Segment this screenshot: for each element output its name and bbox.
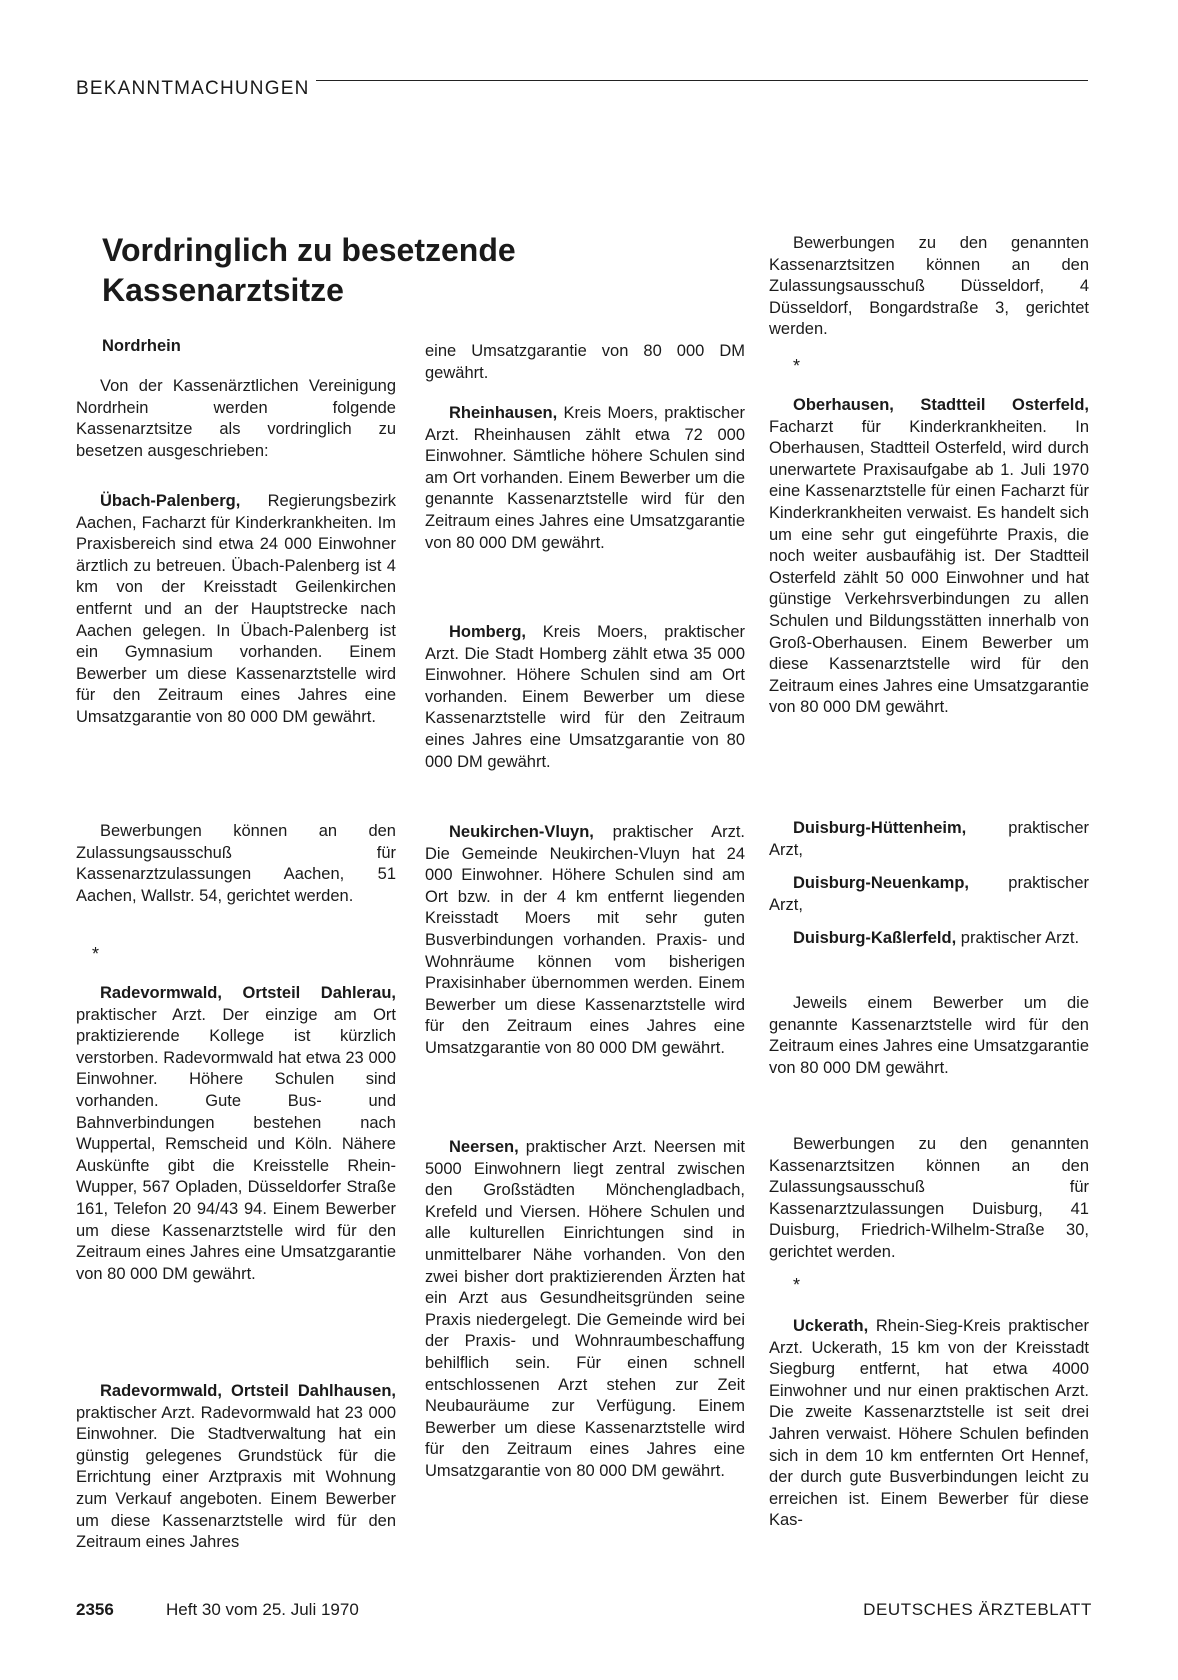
entry-heading: Rheinhausen, xyxy=(449,404,558,422)
entry-heading: Duisburg-Neuenkamp, xyxy=(793,874,970,892)
entry-heading: Übach-Palenberg, xyxy=(100,492,241,510)
section-label: BEKANNTMACHUNGEN xyxy=(76,78,316,100)
separator-star: * xyxy=(793,1275,801,1295)
entry-text: Rhein-Sieg-Kreis praktischer Arzt. Uckerath, 15 km von der Kreisstadt Siegburg entfernt, hat etwa 4000 Einwohner und nur einen praktischen Arzt. Die zweite Kassenarztstelle ist seit drei Jahren verwaist. Höhere Schulen befinden sich in dem 10 km entfernten Ort Hennef, der durch gute Busverbindungen leicht zu erreichen ist. Einem Bewerber für diese Kas- xyxy=(769,1317,1089,1530)
entry-text: praktischer Arzt. xyxy=(956,929,1080,947)
entry-text: praktischer Arzt. Die Gemeinde Neukirchen-Vluyn hat 24 000 Einwohner. Höhere Schulen sind am Ort bzw. in der 4 km entfernt liegenden Kreisstadt Moers mit sehr guten Busverbindungen vorhanden. Praxis- und Wohnräume können vom bisherigen Praxisinhaber übernommen werden. Einem Bewerber um diese Kassenarztstelle wird für den Zeitraum eines Jahres eine Umsatzgarantie von 80 000 DM gewährt. xyxy=(425,823,745,1057)
separator-star: * xyxy=(92,944,100,964)
page-number: 2356 xyxy=(76,1600,114,1619)
continuation-text: eine Umsatzgarantie von 80 000 DM gewährt. xyxy=(425,342,745,382)
entry-uckerath xyxy=(769,1316,1089,1532)
entry-text: praktischer Arzt. Der einzige am Ort praktizierende Kollege ist kürzlich verstorben. Radevormwald hat etwa 23 000 Einwohner. Höhere Schulen sind vorhanden. Gute Bus- und Bahnverbindungen bestehen nach Wuppertal, Remscheid und Köln. Nähere Auskünfte gibt die Kreisstelle Rhein-Wupper, 567 Opladen, Düsseldorfer Straße 161, Telefon 20 94/43 94. Einem Bewerber um diese Kassenarztstelle wird für den Zeitraum eines Jahres eine Umsatzgarantie von 80 000 DM gewährt. xyxy=(76,1005,396,1283)
entry-oberhausen-osterfeld xyxy=(769,395,1089,719)
journal-name: DEUTSCHES ÄRZTEBLATT xyxy=(863,1600,1092,1619)
apply-aachen-text: Bewerbungen können an den Zulassungsausschuß für Kassenarztzulassungen Aachen, 51 Aachen, Wallstr. 54, gerichtet werden. xyxy=(76,822,396,905)
entry-duisburg-huettenheim xyxy=(769,818,1089,861)
issue-info: Heft 30 vom 25. Juli 1970 xyxy=(166,1600,359,1619)
entry-text: Kreis Moers, praktischer Arzt. Die Stadt Homberg zählt etwa 35 000 Einwohner. Höhere Schulen sind am Ort vorhanden. Einem Bewerber um diese Kassenarztstelle wird für den Zeitraum eines Jahres eine Umsatzgarantie von 80 000 DM gewährt. xyxy=(425,623,745,771)
entry-heading: Duisburg-Kaßlerfeld, xyxy=(793,929,957,947)
entry-neersen xyxy=(425,1137,745,1483)
entry-heading: Duisburg-Hüttenheim, xyxy=(793,819,967,837)
intro-text: Von der Kassenärztlichen Vereinigung Nordrhein werden folgende Kassenarztsitze als vordringlich zu besetzen ausgeschrieben: xyxy=(76,377,396,460)
entry-rheinhausen xyxy=(425,403,745,554)
entry-heading: Uckerath, xyxy=(793,1317,869,1335)
entry-text: Facharzt für Kinderkrankheiten. In Oberhausen, Stadtteil Osterfeld, wird durch unerwartete Praxisaufgabe ab 1. Juli 1970 eine Kassenarztstelle für einen Facharzt für Kinderkrankheiten verwaist. Es handelt sich um eine sehr gut eingeführte Praxis, die noch weiter ausbaufähig ist. Der Stadtteil Osterfeld zählt 50 000 Einwohner und hat günstige Verkehrsverbindungen zu allen Schulen und Bildungsstätten innerhalb von Groß-Oberhausen. Einem Bewerber um diese Kassenarztstelle wird für den Zeitraum eines Jahres eine Umsatzgarantie von 80 000 DM gewährt. xyxy=(769,417,1089,717)
page-title xyxy=(102,230,622,310)
entry-duisburg-neuenkamp xyxy=(769,873,1089,916)
entry-text: praktischer Arzt. Neersen mit 5000 Einwohnern liegt zentral zwischen den Großstädten Mönchengladbach, Krefeld und Viersen. Höhere Schulen und alle kulturellen Einrichtungen sind in unmittelbarer Nähe vorhanden. Von den zwei bisher dort praktizierenden Ärzten hat ein Arzt aus Gesundheitsgründen seine Praxis niedergelegt. Die Gemeinde wird bei der Praxis- und Wohnraumbeschaffung behilflich sein. Für einen schnell entschlossenen Arzt stehen zur Zeit Neubauräume zur Verfügung. Einem Bewerber um diese Kassenarztstelle wird für den Zeitraum eines Jahres eine Umsatzgarantie von 80 000 DM gewährt. xyxy=(425,1138,745,1480)
entry-uebach-palenberg xyxy=(76,491,396,729)
apply-duesseldorf-text: Bewerbungen zu den genannten Kassenarztsitzen können an den Zulassungsausschuß Düsseldorf, 4 Düsseldorf, Bongardstraße 3, gerichtet werden. xyxy=(769,234,1089,339)
jeweils-paragraph xyxy=(769,993,1089,1079)
entry-radevormwald-dahlerau xyxy=(76,983,396,1285)
entry-text: Regierungsbezirk Aachen, Facharzt für Kinderkrankheiten. Im Praxisbereich sind etwa 24 000 Einwohner ärztlich zu betreuen. Übach-Palenberg ist 4 km von der Kreisstadt Geilenkirchen entfernt und an der Hauptstrecke nach Aachen gelegen. In Übach-Palenberg ist ein Gymnasium vorhanden. Einem Bewerber um diese Kassenarztstelle wird für den Zeitraum eines Jahres eine Umsatzgarantie von 80 000 DM gewährt. xyxy=(76,492,396,726)
entry-homberg xyxy=(425,622,745,773)
entry-text: praktischer Arzt. Radevormwald hat 23 000 Einwohner. Die Stadtverwaltung hat ein günstig gelegenes Grundstück für die Errichtung einer Arztpraxis mit Wohnung zum Verkauf angeboten. Einem Bewerber um diese Kassenarztstelle wird für den Zeitraum eines Jahres xyxy=(76,1403,396,1552)
jeweils-text: Jeweils einem Bewerber um die genannte Kassenarztstelle wird für den Zeitraum eines Jahres eine Umsatzgarantie von 80 000 DM gewährt. xyxy=(769,994,1089,1077)
intro-paragraph xyxy=(76,376,396,462)
entry-text: praktischer Arzt, xyxy=(769,874,1089,914)
entry-heading: Homberg, xyxy=(449,623,527,641)
entry-heading: Neersen, xyxy=(449,1138,519,1156)
entry-radevormwald-dahlhausen xyxy=(76,1381,396,1554)
title-line-2: Kassenarztsitze xyxy=(102,272,344,308)
entry-heading: Neukirchen-Vluyn, xyxy=(449,823,594,841)
apply-duisburg xyxy=(769,1134,1089,1264)
section-header xyxy=(76,76,1088,106)
continuation-radevormwald xyxy=(425,341,745,384)
title-line-1: Vordringlich zu besetzende xyxy=(102,232,516,268)
apply-duisburg-text: Bewerbungen zu den genannten Kassenarztsitzen können an den Zulassungsausschuß für Kassenarztzulassungen Duisburg, 41 Duisburg, Friedrich-Wilhelm-Straße 30, gerichtet werden. xyxy=(769,1135,1089,1261)
region-heading: Nordrhein xyxy=(102,337,181,355)
entry-text: praktischer Arzt, xyxy=(769,819,1089,859)
entry-text: Kreis Moers, praktischer Arzt. Rheinhausen zählt etwa 72 000 Einwohner. Sämtliche höhere Schulen sind am Ort vorhanden. Einem Bewerber um die genannte Kassenarztstelle wird für den Zeitraum eines Jahres eine Umsatzgarantie von 80 000 DM gewährt. xyxy=(425,404,745,552)
entry-duisburg-kasslerfeld xyxy=(769,928,1089,950)
separator-star: * xyxy=(793,356,801,376)
entry-heading: Oberhausen, Stadtteil Osterfeld, xyxy=(793,396,1089,414)
apply-duesseldorf xyxy=(769,233,1089,341)
entry-heading: Radevormwald, Ortsteil Dahlerau, xyxy=(100,984,396,1002)
entry-neukirchen-vluyn xyxy=(425,822,745,1060)
entry-heading: Radevormwald, Ortsteil Dahlhausen, xyxy=(100,1382,396,1400)
apply-aachen xyxy=(76,821,396,907)
